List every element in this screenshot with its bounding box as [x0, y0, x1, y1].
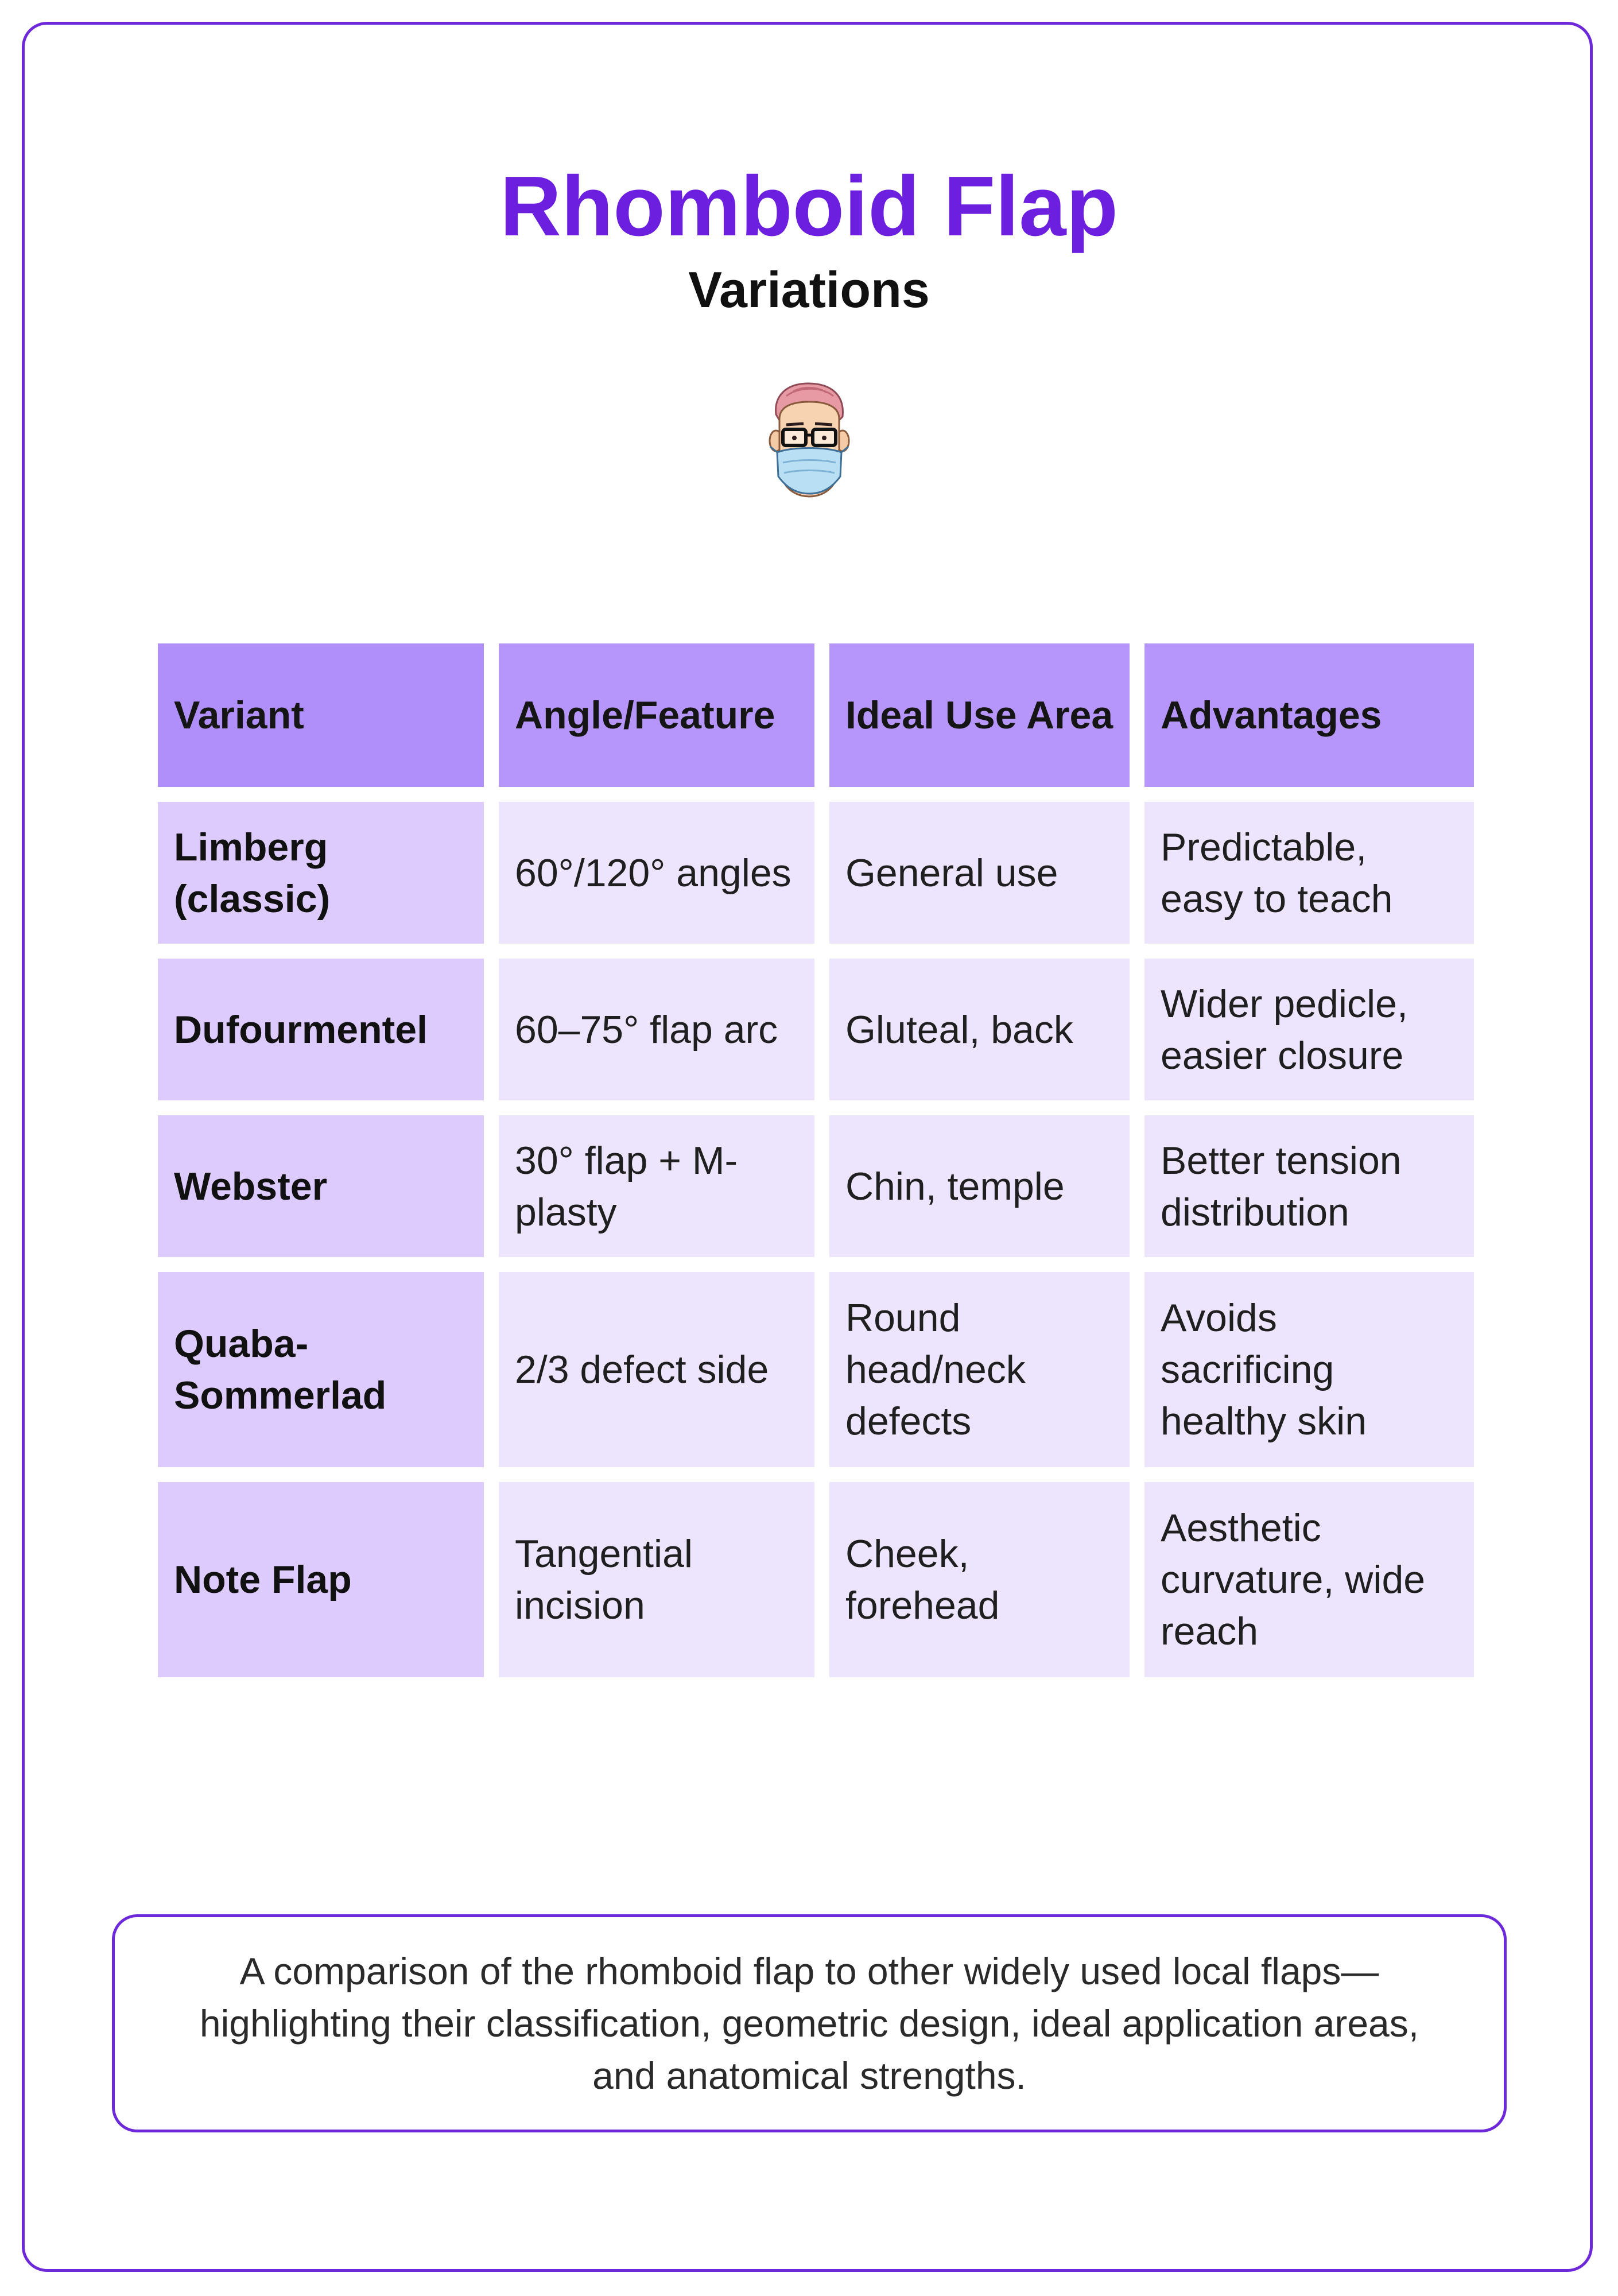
angle-feature-cell: 60–75° flap arc	[499, 959, 814, 1100]
variant-cell: Limberg (classic)	[158, 802, 484, 944]
ideal-use-area-cell: Gluteal, back	[829, 959, 1130, 1100]
table-row	[158, 802, 1474, 944]
ideal-use-area-cell: Round head/neck defects	[829, 1272, 1130, 1467]
table-header-row	[158, 643, 1474, 787]
angle-feature-cell: 2/3 defect side	[499, 1272, 814, 1467]
table-row	[158, 1115, 1474, 1257]
ideal-use-area-cell: Chin, temple	[829, 1115, 1130, 1257]
ideal-use-area-cell: General use	[829, 802, 1130, 944]
table-row	[158, 1272, 1474, 1467]
caption-text: A comparison of the rhomboid flap to other widely used local flaps—highlighting their classification, geometric design, ideal application areas, and anatomical strengths.	[199, 1949, 1419, 2097]
advantages-cell: Better tension distribution	[1144, 1115, 1474, 1257]
advantages-cell: Aesthetic curvature, wide reach	[1144, 1482, 1474, 1677]
ideal-use-area-cell: Cheek, forehead	[829, 1482, 1130, 1677]
column-header-advantages: Advantages	[1144, 643, 1474, 787]
variant-cell: Dufourmentel	[158, 959, 484, 1100]
column-header-variant: Variant	[158, 643, 484, 787]
page-title: Rhomboid Flap	[500, 159, 1118, 254]
caption-box	[112, 1914, 1507, 2132]
column-header-angle-feature: Angle/Feature	[499, 643, 814, 787]
table-row	[158, 959, 1474, 1100]
table-row	[158, 1482, 1474, 1677]
advantages-cell: Avoids sacrificing healthy skin	[1144, 1272, 1474, 1467]
variations-table	[143, 629, 1489, 1692]
variant-cell: Webster	[158, 1115, 484, 1257]
angle-feature-cell: 60°/120° angles	[499, 802, 814, 944]
variant-cell: Note Flap	[158, 1482, 484, 1677]
angle-feature-cell: Tangential incision	[499, 1482, 814, 1677]
column-header-ideal-use-area: Ideal Use Area	[829, 643, 1130, 787]
angle-feature-cell: 30° flap + M-plasty	[499, 1115, 814, 1257]
advantages-cell: Predictable, easy to teach	[1144, 802, 1474, 944]
page-subtitle: Variations	[688, 261, 930, 318]
variant-cell: Quaba-Sommerlad	[158, 1272, 484, 1467]
masked-surgeon-avatar-icon	[763, 379, 855, 502]
advantages-cell: Wider pedicle, easier closure	[1144, 959, 1474, 1100]
